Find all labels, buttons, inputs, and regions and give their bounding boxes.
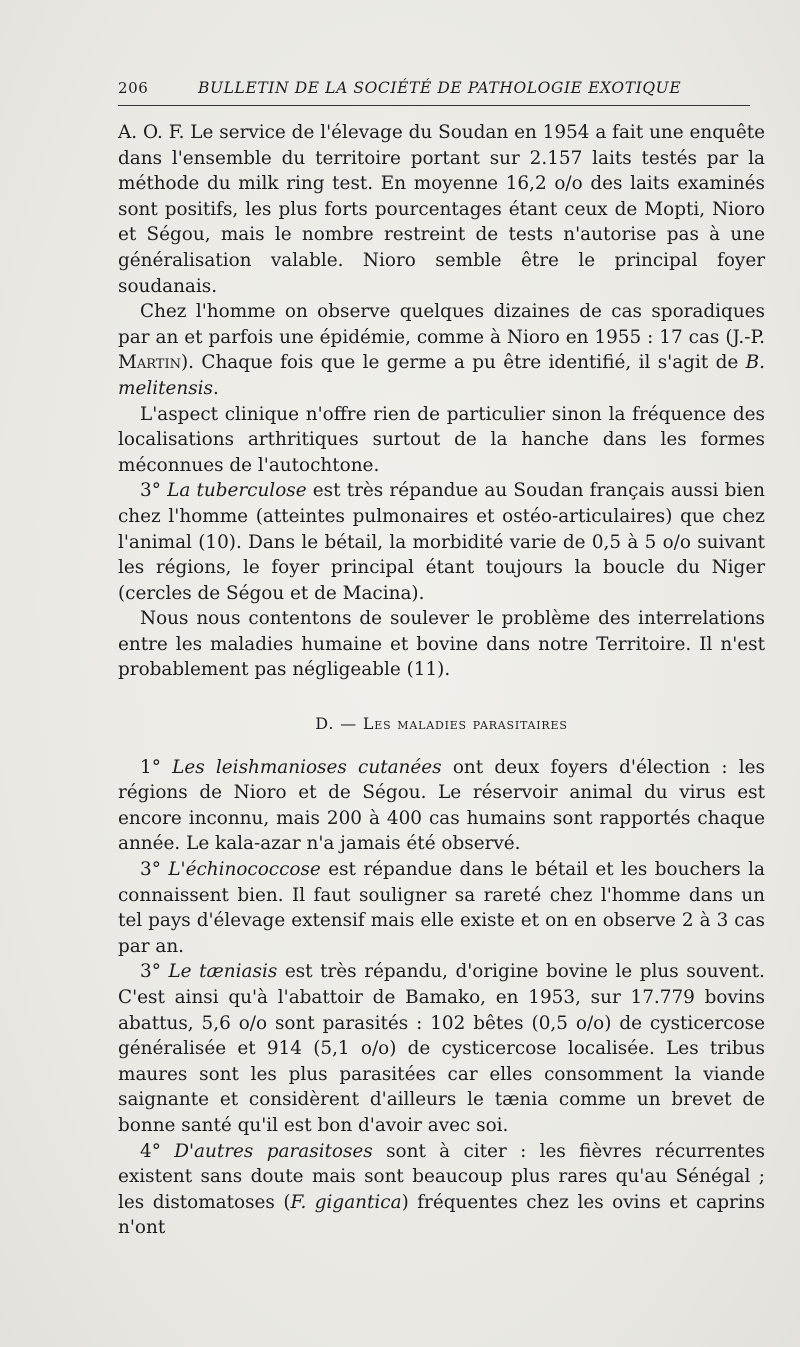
paragraph xyxy=(118,959,765,1138)
item-number: 3° xyxy=(140,961,169,983)
paragraph-text: L'aspect clinique n'offre rien de particulier sinon la fréquence des localisations arthritiques surtout de la hanche dans les formes méconnues de l'autochtone. xyxy=(118,403,765,476)
paragraph xyxy=(118,299,765,401)
disease-name: L'échinococcose xyxy=(168,859,321,881)
species-name: F. gigantica xyxy=(290,1191,402,1213)
body-text xyxy=(118,120,765,1241)
page-number: 206 xyxy=(118,79,149,97)
paragraph-text: est répandue dans le bétail et les bouchers la connaissent bien. Il faut souligner sa rareté chez l'homme dans un tel pays d'élevage extensif mais elle existe et on en observe 2 à 3 cas par an. xyxy=(118,859,765,957)
paragraph xyxy=(118,755,765,857)
paragraph xyxy=(118,1139,765,1241)
item-number: 3° xyxy=(140,859,169,881)
paragraph xyxy=(118,606,765,683)
paragraph-text: ont deux foyers d'élection : les régions de Nioro et de Ségou. Le réservoir animal du virus est encore inconnu, mais 200 à 400 cas humains sont rapportés chaque année. Le kala-azar n'a jamais été observé. xyxy=(118,756,765,855)
section-heading xyxy=(118,711,765,737)
item-number: 1° xyxy=(140,756,173,778)
item-number: 4° xyxy=(140,1140,175,1162)
paragraph xyxy=(118,857,765,959)
paragraph xyxy=(118,478,765,606)
disease-name: Les leishmanioses cutanées xyxy=(172,756,442,778)
paragraph-text: ) fréquentes chez les ovins et caprins n'ont xyxy=(118,1191,766,1239)
author-name: Martin xyxy=(118,352,181,374)
paragraph-text: est très répandue au Soudan français aussi bien chez l'homme (atteintes pulmonaires et ostéo-articulaires) que chez l'animal (10). Dans le bétail, la morbidité varie de 0,5 à 5 o/o suivant les régions, le foyer principal étant toujours la boucle du Niger (cercles de Ségou et de Macina). xyxy=(118,480,766,604)
species-name: B. melitensis xyxy=(118,352,765,399)
paragraph xyxy=(118,402,765,479)
paragraph-text: A. O. F. Le service de l'élevage du Soudan en 1954 a fait une enquête dans l'ensemble du territoire portant sur 2.157 laits testés par la méthode du milk ring test. En moyenne 16,2 o/o des laits examinés sont positifs, les plus forts pourcentages étant ceux de Mopti, Nioro et Ségou, mais le nombre restreint de tests n'autorise pas à une généralisation valable. Nioro semble être le principal foyer soudanais. xyxy=(118,122,765,297)
paragraph-text: Nous nous contentons de soulever le problème des interrelations entre les maladies humaine et bovine dans notre Territoire. Il n'est probablement pas négligeable (11). xyxy=(118,608,765,681)
running-header xyxy=(118,77,750,103)
journal-title: BULLETIN DE LA SOCIÉTÉ DE PATHOLOGIE EXOTIQUE xyxy=(198,79,682,97)
section-label: D. — xyxy=(315,714,363,734)
paragraph xyxy=(118,120,765,299)
paragraph-text: sont à citer : les fièvres récurrentes existent sans doute mais sont beaucoup plus rares qu'au Sénégal ; les distomatoses ( xyxy=(118,1140,765,1213)
header-rule xyxy=(118,105,750,106)
disease-name: Le tæniasis xyxy=(168,961,278,983)
disease-name: La tuberculose xyxy=(167,480,307,502)
paragraph-text: est très répandu, d'origine bovine le plus souvent. C'est ainsi qu'à l'abattoir de Bamako, en 1953, sur 17.779 bovins abattus, 5,6 o/o sont parasités : 102 bêtes (0,5 o/o) de cysticercose généralisée et 914 (5,1 o/o) de cysticercose localisée. Les tribus maures sont les plus parasitées car elles consomment la viande saignante et considèrent d'ailleurs le tænia comme un brevet de bonne santé qu'il est bon d'avoir avec soi. xyxy=(118,961,765,1136)
item-number: 3° xyxy=(140,480,168,502)
paragraph-text: Chez l'homme on observe quelques dizaines de cas sporadiques par an et parfois une épidémie, comme à Nioro en 1955 : 17 cas (J.-P. xyxy=(118,301,765,348)
disease-name: D'autres parasitoses xyxy=(174,1140,373,1162)
paragraph-text: ). Chaque fois que le germe a pu être identifié, il s'agit de xyxy=(180,352,746,374)
section-title: Les maladies parasitaires xyxy=(362,714,568,734)
paragraph-text: . xyxy=(212,377,219,399)
